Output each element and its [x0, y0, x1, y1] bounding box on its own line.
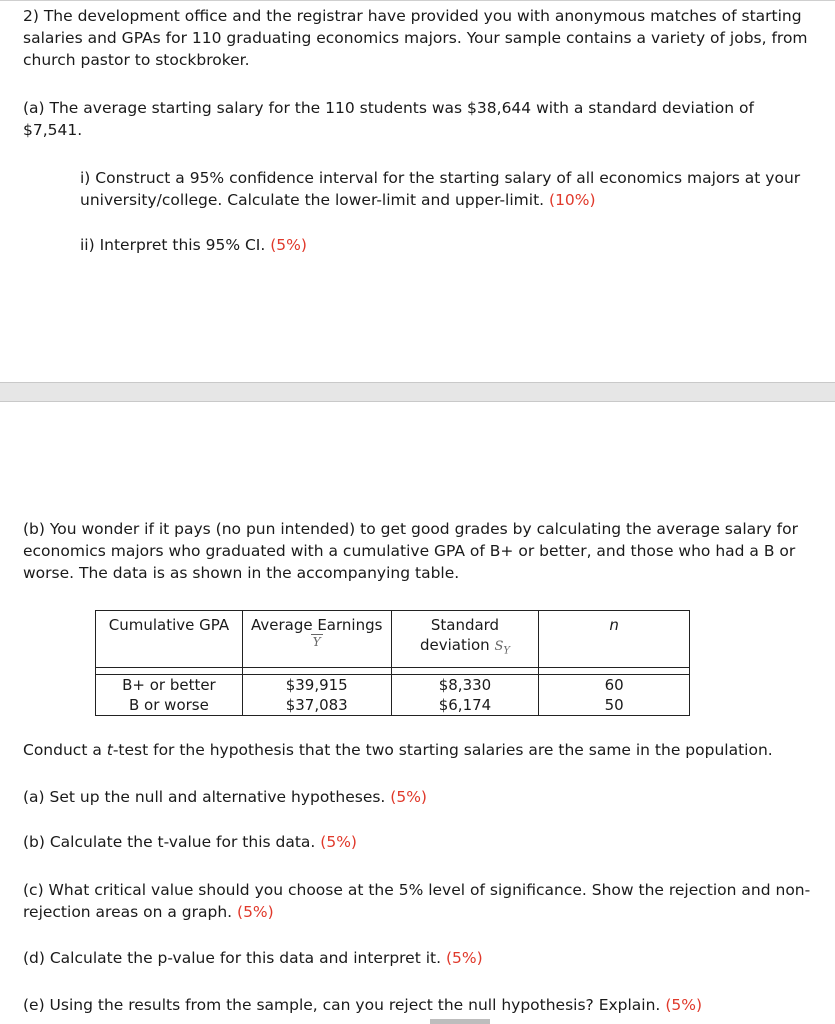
header-earnings [242, 611, 391, 668]
ttest-d-percent: (5%) [445, 949, 483, 967]
ttest-intro: Conduct a t-test for the hypothesis that the two starting salaries are the same in the population. [23, 741, 773, 759]
table-row [96, 695, 690, 716]
row2-sd: $6,174 [391, 695, 539, 716]
part-a-ii [80, 234, 820, 256]
ttest-d: (d) Calculate the p-value for this data and interpret it. (5%) [23, 949, 483, 967]
header-sd-line2: deviation [419, 636, 490, 654]
part-a-i [80, 167, 820, 211]
table-spacer-row [96, 668, 690, 675]
row2-earnings: $37,083 [242, 695, 391, 716]
ttest-a: (a) Set up the null and alternative hypotheses. (5%) [23, 788, 427, 806]
page-1 [0, 0, 835, 383]
part-b-text: (b) You wonder if it pays (no pun intended) to get good grades by calculating the average salary for economics majors who graduated with a cumulative GPA of B+ or better, and those who had a B or worse. The data is as shown in the accompanying table. [23, 520, 798, 582]
ttest-c-percent: (5%) [237, 903, 274, 921]
row2-n: 50 [539, 695, 690, 716]
ttest-b-percent: (5%) [320, 833, 357, 851]
part-a-ii-text: ii) Interpret this 95% CI. [80, 236, 266, 254]
row1-gpa: B+ or better [96, 675, 243, 696]
page-break [0, 382, 835, 402]
ttest-e: (e) Using the results from the sample, can you reject the null hypothesis? Explain. (5%) [23, 996, 702, 1014]
row2-gpa: B or worse [96, 695, 243, 716]
salary-table [95, 610, 690, 716]
header-n: n [539, 611, 690, 668]
scroll-indicator [430, 1019, 490, 1024]
header-earnings-label: Average Earnings [250, 616, 383, 634]
table-header-row [96, 611, 690, 668]
ttest-e-percent: (5%) [665, 996, 702, 1014]
part-a-i-text: i) Construct a 95% confidence interval for the starting salary of all economics majors at your university/college. Calculate the lower-limit and upper-limit. [80, 169, 801, 209]
sd-symbol: $S_Y$ [494, 639, 510, 657]
ttest-b: (b) Calculate the t-value for this data. (5%) [23, 833, 357, 851]
part-a-text: (a) The average starting salary for the 110 students was $38,644 with a standard deviation of $7,541. [23, 99, 754, 139]
header-sd [391, 611, 539, 668]
header-sd-line1: Standard [430, 616, 500, 634]
question-2-intro: 2) The development office and the registrar have provided you with anonymous matches of starting salaries and GPAs for 110 graduating economics majors. Your sample contains a variety of jobs, from church pastor to stockbroker. [23, 7, 808, 69]
page-2 [0, 402, 835, 1024]
ttest-c: (c) What critical value should you choose at the 5% level of significance. Show the rejection and non-rejection areas on a graph. (5%) [23, 881, 811, 921]
ttest-a-percent: (5%) [390, 788, 427, 806]
part-a-ii-percent: (5%) [270, 236, 307, 254]
ybar-symbol: Y [312, 635, 321, 649]
table-row [96, 675, 690, 696]
header-gpa: Cumulative GPA [96, 611, 243, 668]
row1-sd: $8,330 [391, 675, 539, 696]
row1-n: 60 [539, 675, 690, 696]
row1-earnings: $39,915 [242, 675, 391, 696]
part-a-i-percent: (10%) [549, 191, 596, 209]
